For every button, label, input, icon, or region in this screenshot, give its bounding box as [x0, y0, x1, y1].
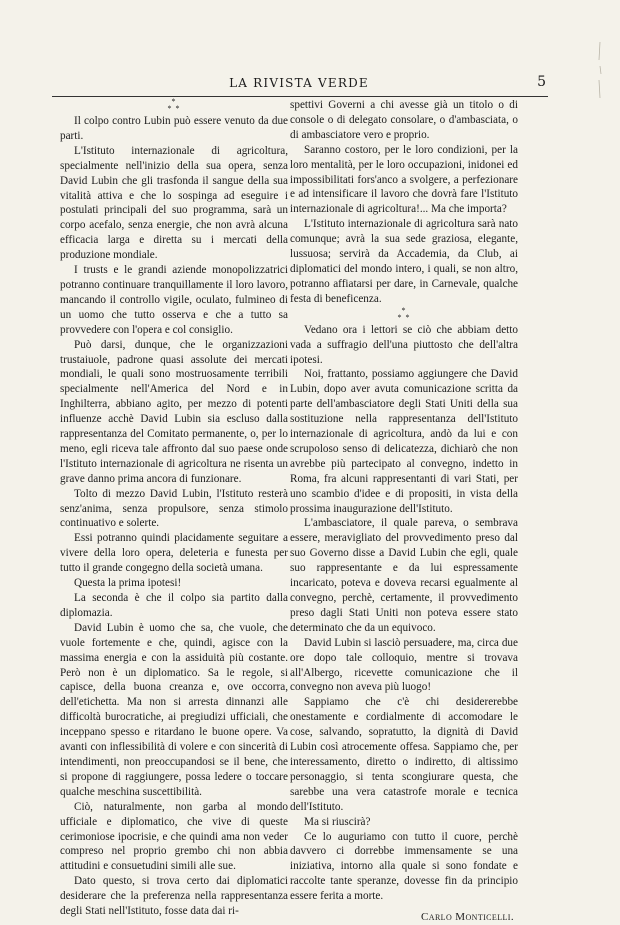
paragraph: I trusts e le grandi aziende monopolizzatrici potranno continuare tranquillamente il loro lavoro, mancando il controllo vigile, oculato, fulmineo di un uomo che tutto osserva e che a tutto sa provvedere con l'opera e col consiglio.	[60, 264, 288, 336]
paragraph: Ma si riuscirà?	[304, 815, 371, 828]
paragraph: Sappiamo che c'è chi desidererebbe onestamente e cordialmente di accomodare le cose, salvando, sopratutto, la dignità di David Lubin così atrocemente offesa. Sappiamo che, per interessamento, diretto o indiretto, di altissimo personaggio, si tenta scongiurare questa, che sarebbe una vera catastrofe morale e tecnica dell'Istituto.	[290, 696, 518, 813]
paragraph: Vedano ora i lettori se ciò che abbiam detto vada a suffragio dell'una piuttosto che dell'altra ipotesi.	[290, 323, 518, 366]
header-rule	[52, 96, 548, 97]
paragraph: Saranno costoro, per le loro condizioni, per la loro mentalità, per le loro occupazioni, inidonei ed impossibilitati fors'anco a svolgere, a perfezionare e ad intensificare il lavoro che dovrà fare l'Istituto internazionale di agricoltura!... Ma che importa?	[290, 143, 518, 216]
section-separator: * * *	[167, 97, 181, 113]
paragraph: Ce lo auguriamo con tutto il cuore, perchè davvero ci dorrebbe immensamente se una iniziativa, intorno alla quale si sono fondate e raccolte tante speranze, dovesse fin da principio essere ferita a morte.	[290, 830, 518, 903]
right-column	[290, 98, 518, 925]
paragraph: Dato questo, si trova certo dai diplomatici desiderare che la preferenza nella rappresentanza degli Stati nell'Istituto, fosse data dai ri-	[60, 875, 288, 918]
section-separator: * * *	[397, 305, 411, 322]
left-column	[60, 98, 288, 919]
paragraph: Il colpo contro Lubin può essere venuto da due parti.	[60, 115, 288, 142]
paragraph: L'ambasciatore, il quale pareva, o sembrava essere, meravigliato del provvedimento preso dal suo Governo disse a David Lubin che egli, quale suo rappresentante e da lui espressamente incaricato, poteva e doveva recarsi egualmente al convegno, perchè, certamente, il provvedimento preso dagli Stati Uniti non poteva essere stato determinato che da un equivoco.	[290, 517, 518, 634]
continuation-paragraph: spettivi Governi a chi avesse già un titolo o di console o di delegato consolare, o d'ambasciata, o di ambasciatore vero e proprio.	[290, 99, 518, 141]
paragraph: Ciò, naturalmente, non garba al mondo ufficiale e diplomatico, che vive di queste cerimoniose ipocrisie, e che quindi ama non veder compreso nel proprio grembo chi non abbia attitudini e consuetudini simili alle sue.	[60, 800, 288, 873]
journal-title: LA RIVISTA VERDE	[229, 76, 369, 90]
paragraph: David Lubin è uomo che sa, che vuole, che vuole fortemente e che, quindi, agisce con la massima energia e con la assiduità più costante. Però non è un diplomatico. Sa le regole, si capisce, della buona creanza e, ove occorra, dell'etichetta. Ma non si arresta dinnanzi alle difficoltà burocratiche, ai pregiudizi ufficiali, che inceppano spesso e ritardano le buone opere. Va avanti con inflessibilità di volere e con sincerità di intendimenti, non preoccupandosi se il bene, che si propone di raggiungere, possa ledere o toccare qualche meschina suscettibilità.	[60, 621, 288, 798]
author-signature: Carlo Monticelli.	[421, 911, 514, 924]
page-number: 5	[537, 74, 546, 90]
paragraph: Essi potranno quindi placidamente seguitare a vivere della loro opera, deleteria e funesta per tutto il grande congegno della società umana.	[60, 532, 288, 575]
paragraph: L'Istituto internazionale di agricoltura, specialmente nell'inizio della sua opera, senza David Lubin che gli trasfonda il sangue della sua vitalità attiva e che lo sospinga ad eseguire i postulati principali del suo programma, sarà un corpo acefalo, senza energie, che non avrà alcuna efficacia larga e diretta su i mercati della produzione mondiale.	[60, 144, 288, 262]
paragraph: Noi, frattanto, possiamo aggiungere che David Lubin, dopo aver avuta comunicazione scritta da parte dell'ambasciatore degli Stati Uniti della sua sostituzione nella rappresentanza dell'Istituto internazionale di agricoltura, andò da lui e con scrupoloso senso di delicatezza, dichiarò che non avrebbe più partecipato al convegno, indetto in Roma, fra alcuni rappresentanti di vari Stati, per uno scambio d'idee e di propositi, in vista della prossima inaugurazione dell'Istituto.	[290, 368, 518, 515]
paragraph: Questa la prima ipotesi!	[74, 577, 182, 590]
paragraph: Può darsi, dunque, che le organizzazioni trustaiuole, padrone quasi assolute dei mercati mondiali, le quali sono mostruosamente terribili specialmente nell'America del Nord e in Inghilterra, abbiano agito, per mezzo di potenti influenze acchè David Lubin sia escluso dalla rappresentanza del Comitato permanente, o, per lo meno, egli riceva tale affronto dal suo paese onde l'Istituto internazionale di agricoltura ne risenta un grave danno prima ancora di funzionare.	[60, 338, 288, 485]
paragraph: La seconda è che il colpo sia partito dalla diplomazia.	[60, 592, 288, 619]
running-header	[52, 74, 546, 96]
paragraph: Tolto di mezzo David Lubin, l'Istituto resterà senz'anima, senza propulsore, senza stimolo continuativo e solerte.	[60, 487, 288, 530]
margin-pencil-mark	[596, 40, 604, 100]
paragraph: L'Istituto internazionale di agricoltura sarà nato comunque; avrà la sua sede graziosa, elegante, lussuosa; servirà da Accademia, da Club, ai diplomatici del mondo intero, i quali, se non altro, potranno affiatarsi per dare, in Carnevale, qualche festa di beneficenza.	[290, 218, 518, 305]
paragraph: David Lubin si lasciò persuadere, ma, circa due ore dopo tale colloquio, mentre si trovava all'Albergo, ricevette comunicazione che il convegno non aveva più luogo!	[290, 636, 518, 694]
